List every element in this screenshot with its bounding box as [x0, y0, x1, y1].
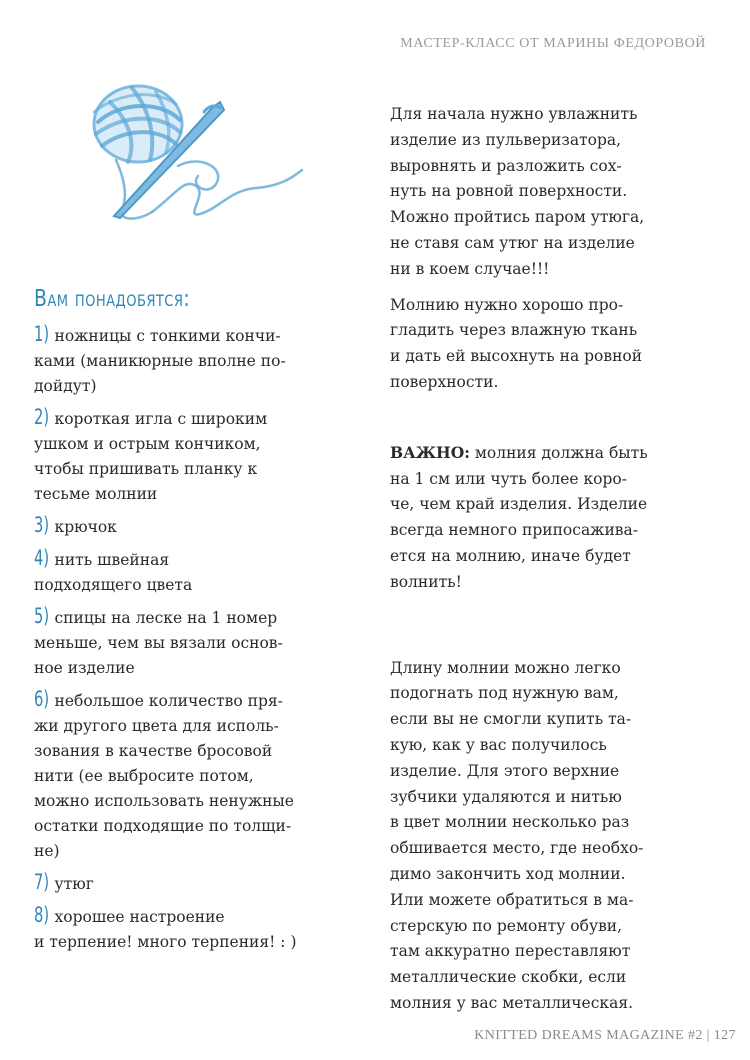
important-label: ВАЖНО:: [390, 442, 470, 462]
supply-item-line: чтобы пришивать планку к: [34, 460, 258, 478]
paragraph-line: стерскую по ремонту обуви,: [390, 916, 623, 935]
supply-item-number: 4): [34, 546, 50, 570]
paragraph-line: подогнать под нужную вам,: [390, 684, 619, 703]
supply-item: [34, 322, 364, 399]
supplies-column: [34, 286, 364, 961]
paragraph-line: ни в коем случае!!!: [390, 259, 550, 278]
paragraph-line: не ставя сам утюг на изделие: [390, 233, 635, 252]
supply-item-line: нить швейная: [54, 551, 170, 569]
paragraph-line: Для начала нужно увлажнить: [390, 105, 638, 123]
supplies-list: [34, 322, 364, 955]
paragraph-line: Можно пройтись паром утюга,: [390, 208, 645, 227]
supply-item: [34, 546, 364, 598]
paragraph-line: Длину молнии можно легко: [390, 658, 621, 677]
supply-item-line: и терпение! много терпения! : ): [34, 933, 297, 951]
paragraph-line: гладить через влажную ткань: [390, 321, 638, 340]
paragraph-line: ется на молнию, иначе будет: [390, 546, 631, 565]
supply-item-line: зования в качестве бросовой: [34, 742, 273, 760]
paragraph-line: поверхности.: [390, 372, 499, 391]
supply-item-line: дойдут): [34, 377, 97, 395]
paragraph-line: кую, как у вас получилось: [390, 735, 607, 754]
yarn-ball-and-crochet-hook-illustration: [80, 82, 330, 232]
supply-item-number: 7): [34, 870, 50, 894]
paragraph-line: Или можете обратиться в ма-: [390, 890, 634, 909]
paragraph-line: Молнию нужно хорошо про-: [390, 295, 624, 314]
paragraph-line: зубчики удаляются и нитью: [390, 787, 622, 806]
supply-item-line: меньше, чем вы вязали основ-: [34, 634, 283, 652]
supply-item-line: ками (маникюрные вполне по-: [34, 352, 286, 370]
supply-item-line: не): [34, 842, 60, 860]
supply-item: [34, 405, 364, 507]
supply-item-number: 8): [34, 903, 50, 927]
supply-item: [34, 687, 364, 864]
supply-item-line: утюг: [54, 875, 94, 893]
supplies-title: Вам понадобятся:: [34, 286, 191, 312]
supply-item-line: ушком и острым кончиком,: [34, 435, 261, 453]
supply-item: [34, 870, 364, 897]
paragraph-important: [390, 440, 710, 596]
instructions-column: [390, 102, 710, 1027]
paragraph-line: там аккуратно переставляют: [390, 942, 631, 961]
supply-item-line: ножницы с тонкими кончи-: [54, 327, 281, 345]
supply-item: [34, 513, 364, 540]
supply-item-number: 2): [34, 405, 50, 429]
paragraph-line: димо закончить ход молнии.: [390, 864, 626, 883]
paragraph-line: в цвет молнии несколько раз: [390, 813, 630, 832]
paragraph-line: изделие. Для этого верхние: [390, 761, 620, 780]
paragraph-line: металлические скобки, если: [390, 968, 627, 987]
paragraph-line: молния у вас металлическая.: [390, 993, 634, 1012]
page-footer: KNITTED DREAMS MAGAZINE #2 | 127: [474, 1028, 736, 1043]
supply-item: [34, 604, 364, 681]
supply-item-line: тесьме молнии: [34, 485, 158, 503]
paragraph-adjust-zipper: [390, 656, 710, 1017]
paragraph-line: на 1 см или чуть более коро-: [390, 469, 627, 488]
supply-item-number: 3): [34, 513, 50, 537]
paragraph-line: всегда немного припосажива-: [390, 521, 638, 540]
supply-item-line: ное изделие: [34, 659, 135, 677]
supply-item-line: подходящего цвета: [34, 576, 193, 594]
paragraph-line: и дать ей высохнуть на ровной: [390, 347, 643, 366]
supply-item-line: нити (ее выбросите потом,: [34, 767, 254, 785]
paragraph-moisten: [390, 102, 710, 283]
paragraph-iron-zipper: [390, 293, 710, 396]
supply-item-line: жи другого цвета для исполь-: [34, 717, 279, 735]
supply-item-line: спицы на леске на 1 номер: [54, 609, 278, 627]
paragraph-line: нуть на ровной поверхности.: [390, 182, 628, 201]
paragraph-line: волнить!: [390, 572, 462, 591]
supply-item-line: небольшое количество пря-: [54, 692, 283, 710]
supply-item-line: крючок: [54, 518, 117, 536]
supply-item-line: короткая игла с широким: [54, 410, 268, 428]
supply-item-line: хорошее настроение: [54, 908, 225, 926]
page-header: МАСТЕР-КЛАСС ОТ МАРИНЫ ФЕДОРОВОЙ: [400, 36, 706, 51]
paragraph-line: че, чем край изделия. Изделие: [390, 495, 648, 514]
paragraph-line: если вы не смогли купить та-: [390, 710, 632, 729]
supply-item: [34, 903, 364, 955]
supply-item-number: 5): [34, 604, 50, 628]
paragraph-line: изделие из пульверизатора,: [390, 130, 622, 149]
supply-item-number: 1): [34, 322, 50, 346]
supply-item-line: можно использовать ненужные: [34, 792, 294, 810]
supply-item-line: остатки подходящие по толщи-: [34, 817, 292, 835]
paragraph-line: молния должна быть: [469, 443, 648, 462]
supply-item-number: 6): [34, 687, 50, 711]
paragraph-line: выровнять и разложить сох-: [390, 156, 622, 175]
paragraph-line: обшивается место, где необхо-: [390, 839, 644, 858]
